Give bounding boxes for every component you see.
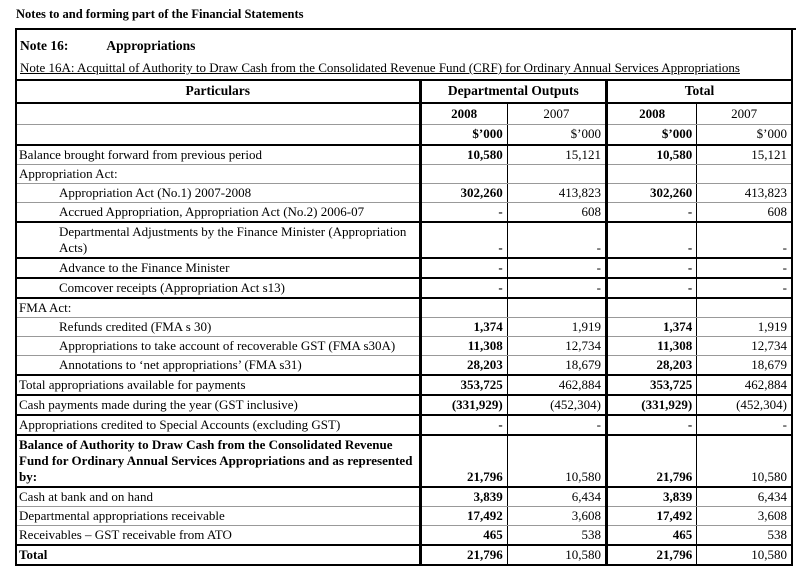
cell-dept-2008: 28,203	[420, 356, 507, 376]
row-label: Annotations to ‘net appropriations’ (FMA s31)	[17, 356, 420, 376]
cell-total-2008: -	[607, 415, 697, 435]
year-dept-2007: 2007	[507, 103, 606, 125]
cell-dept-2007: 608	[507, 203, 606, 223]
appropriations-table	[17, 79, 791, 564]
table-row-grand-total	[17, 545, 791, 564]
cell-total-2008: 302,260	[607, 184, 697, 203]
cell-total-2008: -	[607, 278, 697, 298]
row-label: Comcover receipts (Appropriation Act s13)	[17, 278, 420, 298]
year-dept-2008: 2008	[420, 103, 507, 125]
col-header-departmental-outputs: Departmental Outputs	[420, 80, 606, 103]
cell-dept-2008: (331,929)	[420, 395, 507, 415]
cell-dept-2008: 21,796	[420, 545, 507, 564]
row-label: Advance to the Finance Minister	[17, 258, 420, 278]
cell-total-2007: (452,304)	[697, 395, 791, 415]
units-dept-2007: $’000	[507, 125, 606, 146]
row-label: Total	[19, 547, 48, 562]
col-header-total: Total	[607, 80, 792, 103]
header-row-years	[17, 103, 791, 125]
table-row-advance-finance-minister	[17, 258, 791, 278]
cell-total-2007	[697, 298, 791, 318]
table-row-recoverable-gst	[17, 337, 791, 356]
row-label: Departmental appropriations receivable	[17, 507, 420, 526]
cell-dept-2007: 12,734	[507, 337, 606, 356]
cell-total-2008: -	[607, 258, 697, 278]
cell-dept-2008	[420, 165, 507, 184]
cell-total-2008: 353,725	[607, 375, 697, 395]
year-total-2007: 2007	[697, 103, 791, 125]
cell-total-2007: -	[697, 278, 791, 298]
units-total-2008: $’000	[607, 125, 697, 146]
cell-total-2007: -	[697, 415, 791, 435]
row-label: Total appropriations available for payments	[17, 375, 420, 395]
note-subtitle-line	[20, 60, 789, 76]
note-table-frame	[15, 28, 793, 566]
row-label: Refunds credited (FMA s 30)	[17, 318, 420, 337]
table-row-special-accounts	[17, 415, 791, 435]
table-row-comcover-receipts	[17, 278, 791, 298]
year-total-2008: 2008	[607, 103, 697, 125]
cell-total-2007: -	[697, 222, 791, 258]
cell-dept-2008: -	[420, 258, 507, 278]
document-title: Notes to and forming part of the Financial Statements	[15, 7, 796, 30]
cell-dept-2008: -	[420, 415, 507, 435]
cell-total-2008: 11,308	[607, 337, 697, 356]
note-number-line	[20, 38, 789, 54]
empty-cell	[17, 103, 420, 125]
cell-total-2007: 3,608	[697, 507, 791, 526]
table-row-balance-of-authority	[17, 435, 791, 487]
cell-total-2008	[607, 298, 697, 318]
cell-dept-2008: -	[420, 222, 507, 258]
cell-total-2007: 1,919	[697, 318, 791, 337]
cell-total-2007: 12,734	[697, 337, 791, 356]
empty-cell	[17, 125, 420, 146]
col-header-particulars: Particulars	[17, 80, 420, 103]
row-label: Receivables – GST receivable from ATO	[17, 526, 420, 546]
cell-total-2008: 465	[607, 526, 697, 546]
cell-dept-2007: -	[507, 222, 606, 258]
table-row-appropriation-act-no1	[17, 184, 791, 203]
table-row-appropriation-act-section	[17, 165, 791, 184]
cell-dept-2008	[420, 298, 507, 318]
cell-total-2007: 608	[697, 203, 791, 223]
table-row-annotations-net-appropriations	[17, 356, 791, 376]
row-label: Appropriation Act (No.1) 2007-2008	[17, 184, 420, 203]
cell-dept-2008: 17,492	[420, 507, 507, 526]
note-number: Note 16:	[20, 38, 69, 53]
cell-dept-2007: 538	[507, 526, 606, 546]
cell-dept-2007	[507, 165, 606, 184]
row-label: Cash at bank and on hand	[17, 487, 420, 507]
table-row-balance-brought-forward	[17, 145, 791, 165]
cell-dept-2007: 15,121	[507, 145, 606, 165]
cell-dept-2008: -	[420, 278, 507, 298]
row-label: Appropriation Act:	[17, 165, 420, 184]
row-label: Balance of Authority to Draw Cash from the Consolidated Revenue Fund for Ordinary Annual Services Appropriations and as represented by:	[17, 435, 420, 487]
table-row-refunds-credited	[17, 318, 791, 337]
cell-total-2008: -	[607, 222, 697, 258]
row-label: Accrued Appropriation, Appropriation Act (No.2) 2006-07	[17, 203, 420, 223]
row-label: Appropriations to take account of recoverable GST (FMA s30A)	[17, 337, 420, 356]
header-row-groups	[17, 80, 791, 103]
cell-total-2007: 15,121	[697, 145, 791, 165]
units-total-2007: $’000	[697, 125, 791, 146]
cell-total-2008: -	[607, 203, 697, 223]
row-label: Balance brought forward from previous period	[17, 145, 420, 165]
cell-dept-2008: 21,796	[420, 435, 507, 487]
cell-total-2007: 18,679	[697, 356, 791, 376]
cell-total-2007	[697, 165, 791, 184]
cell-dept-2007: 18,679	[507, 356, 606, 376]
cell-total-2008: 3,839	[607, 487, 697, 507]
cell-dept-2007: 3,608	[507, 507, 606, 526]
row-label: FMA Act:	[17, 298, 420, 318]
note-title: Appropriations	[106, 38, 196, 53]
table-row-fma-act-section	[17, 298, 791, 318]
cell-dept-2007: -	[507, 278, 606, 298]
cell-dept-2008: 1,374	[420, 318, 507, 337]
cell-dept-2007: 10,580	[507, 545, 606, 564]
cell-total-2007: 413,823	[697, 184, 791, 203]
cell-total-2008: 21,796	[607, 545, 697, 564]
cell-dept-2008: -	[420, 203, 507, 223]
cell-dept-2008: 465	[420, 526, 507, 546]
table-row-receivables-gst-ato	[17, 526, 791, 546]
cell-total-2008: 21,796	[607, 435, 697, 487]
units-dept-2008: $’000	[420, 125, 507, 146]
cell-dept-2007: 462,884	[507, 375, 606, 395]
cell-dept-2007: 1,919	[507, 318, 606, 337]
cell-total-2008: 1,374	[607, 318, 697, 337]
cell-dept-2008: 10,580	[420, 145, 507, 165]
row-label: Appropriations credited to Special Accounts (excluding GST)	[17, 415, 420, 435]
cell-dept-2008: 3,839	[420, 487, 507, 507]
header-row-units	[17, 125, 791, 146]
table-row-departmental-adjustments	[17, 222, 791, 258]
cell-total-2008: 28,203	[607, 356, 697, 376]
cell-total-2008: 17,492	[607, 507, 697, 526]
cell-dept-2008: 11,308	[420, 337, 507, 356]
table-row-departmental-appropriations-receivable	[17, 507, 791, 526]
cell-total-2007: 10,580	[697, 545, 791, 564]
row-label: Departmental Adjustments by the Finance Minister (Appropriation Acts)	[17, 222, 420, 258]
table-row-cash-payments	[17, 395, 791, 415]
cell-dept-2007: -	[507, 258, 606, 278]
cell-total-2007: 538	[697, 526, 791, 546]
table-row-total-appropriations-available	[17, 375, 791, 395]
cell-dept-2007: -	[507, 415, 606, 435]
cell-dept-2007: 6,434	[507, 487, 606, 507]
cell-total-2007: 6,434	[697, 487, 791, 507]
cell-dept-2007: 413,823	[507, 184, 606, 203]
cell-total-2008	[607, 165, 697, 184]
cell-total-2007: 10,580	[697, 435, 791, 487]
note-subtitle: Note 16A: Acquittal of Authority to Draw Cash from the Consolidated Revenue Fund (CRF) for Ordinary Annual Services Appropriations	[20, 60, 740, 75]
cell-total-2008: (331,929)	[607, 395, 697, 415]
cell-total-2007: -	[697, 258, 791, 278]
cell-dept-2008: 353,725	[420, 375, 507, 395]
cell-total-2007: 462,884	[697, 375, 791, 395]
cell-dept-2008: 302,260	[420, 184, 507, 203]
cell-dept-2007: 10,580	[507, 435, 606, 487]
cell-total-2008: 10,580	[607, 145, 697, 165]
note-header	[17, 30, 791, 79]
row-label: Cash payments made during the year (GST inclusive)	[17, 395, 420, 415]
table-row-accrued-appropriation	[17, 203, 791, 223]
cell-dept-2007	[507, 298, 606, 318]
cell-dept-2007: (452,304)	[507, 395, 606, 415]
